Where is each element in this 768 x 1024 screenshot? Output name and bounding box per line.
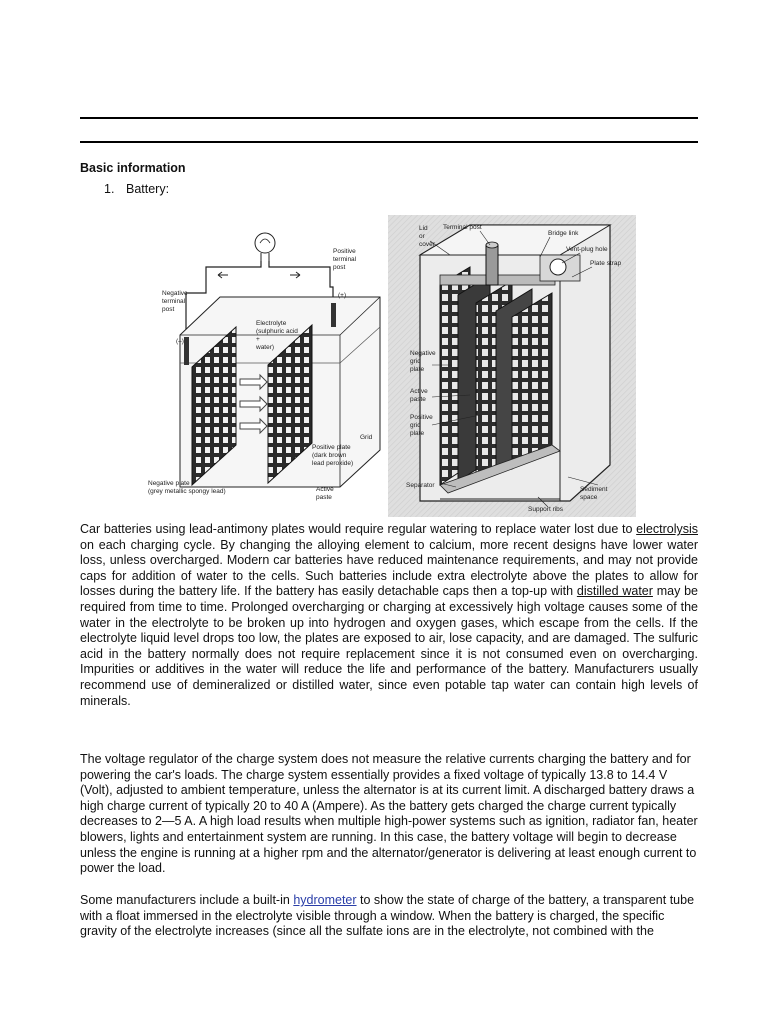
label-sediment-space: Sediment [580, 486, 608, 493]
label-positive-terminal-2: terminal [333, 256, 357, 263]
paragraph-watering [80, 522, 698, 709]
label-positive-grid-plate-2: grid [410, 422, 421, 429]
label-active-paste: Active [316, 486, 334, 493]
label-electrolyte-3: + [256, 336, 260, 343]
label-active-paste-2: paste [316, 494, 332, 501]
label-electrolyte-2: (sulphuric acid [256, 328, 298, 335]
label-positive-terminal-3: post [333, 264, 346, 271]
label-positive-grid-plate: Positive [410, 414, 433, 421]
label-positive-plate-2: (dark brown [312, 452, 347, 459]
paragraph-text: on each charging cycle. By changing the alloying element to calcium, more recent designs have lower water loss, unless overcharged. Modern car batteries have reduced maintenance requirements, and may not provide caps for addition of water to the cells. Such batteries include extra electrolyte above the plates to allow for losses during the battery life. If the battery has easily detachable caps then a top-up with [80, 537, 698, 599]
label-lid: Lid [419, 225, 428, 232]
label-lid-3: cover [419, 241, 435, 248]
label-negative-terminal-3: post [162, 306, 175, 313]
list-item-battery [104, 182, 169, 196]
label-positive-terminal: Positive [333, 248, 356, 255]
bulb-icon [255, 233, 275, 253]
label-lid-2: or [419, 233, 425, 240]
label-negative-plate-2: (grey metallic spongy lead) [148, 488, 226, 495]
header-rule-top [80, 117, 698, 119]
paragraph-voltage-regulator: The voltage regulator of the charge system does not measure the relative currents charging the battery and for powering the car's loads. The charge system essentially provides a fixed voltage of typically 13.8 to 14.4 V (Volt), adjusted to ambient temperature, unless the alternator is at its current limit. A discharged battery draws a high charge current of typically 20 to 40 A (Ampere). As the battery gets charged the charge current typically decreases to 2—5 A. A high load results when multiple high-power systems such as ignition, radiator fan, heater blowers, lights and entertainment system are running. In this case, the battery voltage will begin to decrease unless the engine is running at a higher rpm and the alternator/generator is delivering at least enough current to power the load. [80, 752, 698, 876]
link-distilled-water[interactable]: distilled water [576, 584, 653, 599]
paragraph-text: Car batteries using lead-antimony plates would require regular watering to replace water lost due to [80, 522, 637, 536]
vent-plug-icon [550, 259, 566, 275]
label-separator: Separator [406, 482, 435, 489]
paragraph-text: to show the state of charge of the battery, a transparent tube with a float immersed in the electrolyte visible through a window. When the battery is charged, the specific gravity of the electrolyte increases (since all the sulfate ions are in the electrolyte, not combined with the [80, 893, 695, 939]
label-grid: Grid [360, 434, 373, 441]
label-right-active-paste-2: paste [410, 396, 426, 403]
label-right-active-paste: Active [410, 388, 428, 395]
positive-terminal-post [331, 303, 336, 327]
battery-cutaway-diagram [388, 215, 636, 517]
label-plus: (+) [338, 292, 347, 299]
link-electrolysis[interactable]: electrolysis [636, 522, 698, 536]
paragraph-hydrometer [80, 893, 698, 940]
label-positive-plate: Positive plate [312, 444, 351, 451]
label-electrolyte-4: water) [256, 344, 275, 351]
header-rule-bottom [80, 141, 698, 143]
battery-figure [140, 215, 636, 517]
label-plate-strap: Plate strap [590, 260, 622, 267]
negative-terminal-post [184, 337, 189, 365]
paragraph-text: Some manufacturers include a built-in [80, 893, 294, 907]
label-negative-grid-plate-2: grid [410, 358, 421, 365]
paragraph-text: may be required from time to time. Prolonged overcharging or charging at excessively high voltage causes some of the water in the electrolyte to be broken up into hydrogen and oxygen gases, which escape from the cells. If the electrolyte liquid level drops too low, the plates are exposed to air, lose capacity, and are damaged. The sulfuric acid in the battery normally does not require replacement since it is not consumed even on overcharging. Impurities or additives in the water will reduce the life and performance of the battery. Manufacturers usually recommend use of demineralized or distilled water, since even potable tap water can contain high levels of minerals. [80, 584, 698, 708]
label-positive-grid-plate-3: plate [410, 430, 425, 437]
link-hydrometer[interactable]: hydrometer [293, 893, 357, 907]
label-positive-plate-3: lead peroxide) [312, 460, 354, 467]
section-heading: Basic information [80, 161, 186, 175]
label-bridge-link: Bridge link [548, 230, 579, 237]
list-item-number: 1. [104, 182, 115, 196]
label-negative-grid-plate: Negative [410, 350, 436, 357]
simple-cell-diagram [140, 215, 385, 517]
battery-diagram [140, 215, 636, 517]
label-negative-grid-plate-3: plate [410, 366, 425, 373]
label-vent-plug-hole: Vent-plug hole [566, 246, 608, 253]
list-item-label: Battery: [126, 182, 170, 196]
label-electrolyte: Electrolyte [256, 320, 287, 327]
label-terminal-post: Terminal post [443, 224, 482, 231]
label-negative-terminal: Negative [162, 290, 188, 297]
label-minus: (–) [176, 338, 184, 345]
label-support-ribs: Support ribs [528, 506, 564, 513]
label-negative-terminal-2: terminal [162, 298, 186, 305]
label-negative-plate: Negative plate [148, 480, 190, 487]
terminal-post [486, 245, 498, 285]
label-sediment-space-2: space [580, 494, 598, 501]
